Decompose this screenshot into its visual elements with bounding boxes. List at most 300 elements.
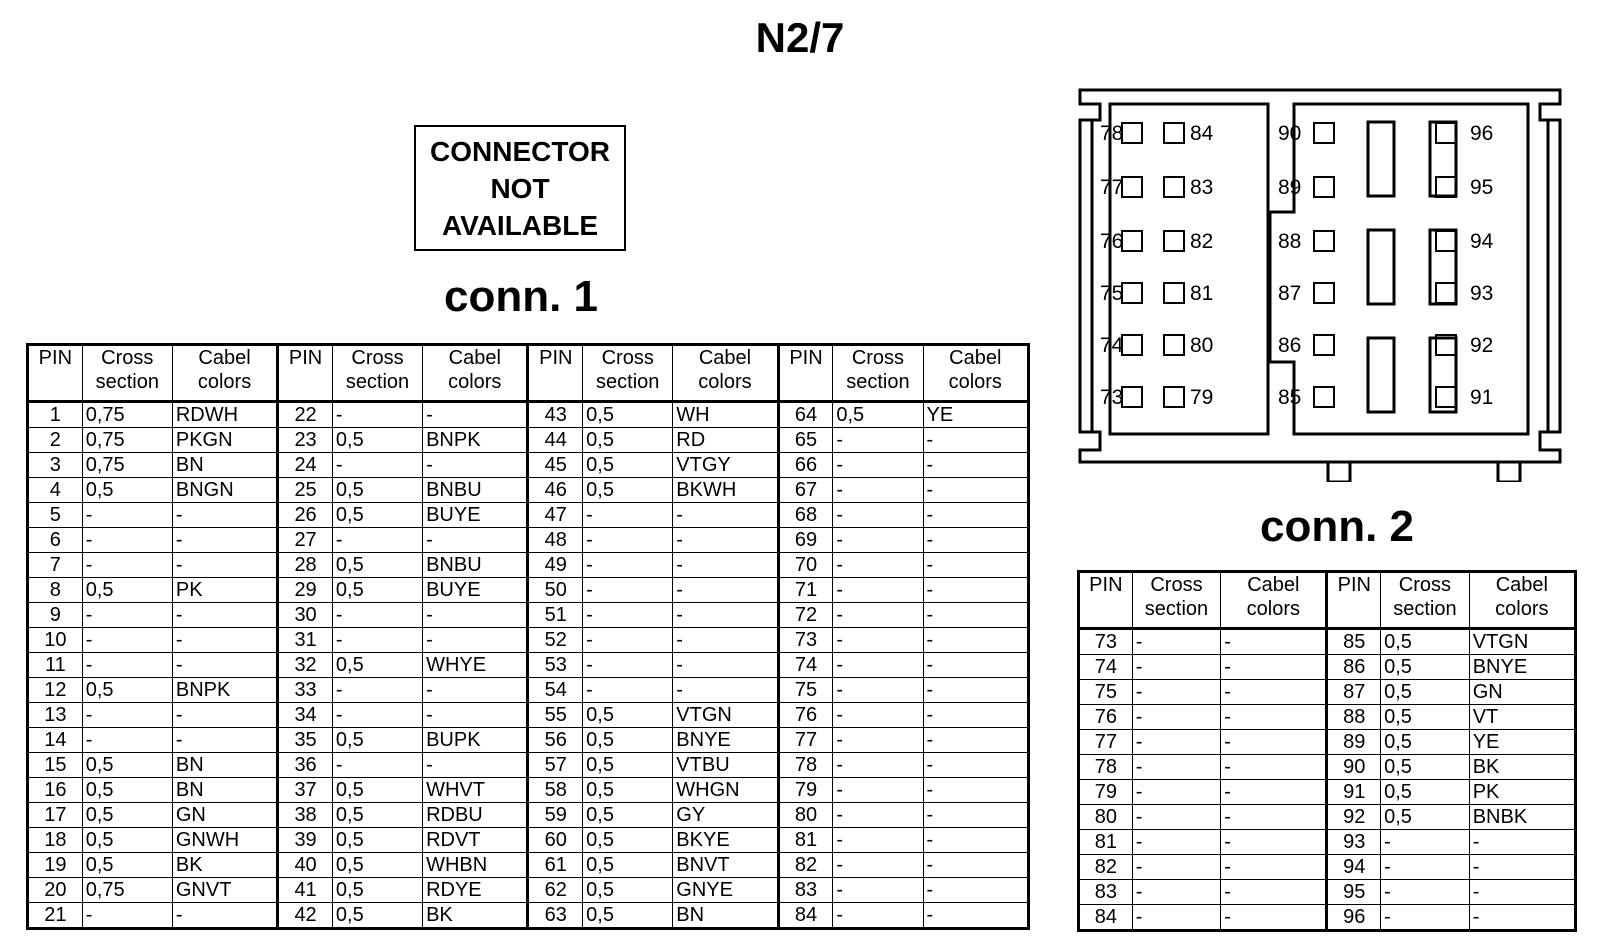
cross-section-cell: - — [1132, 730, 1221, 755]
cross-section-cell: 0,5 — [332, 878, 422, 903]
pin-cavity-square — [1164, 335, 1184, 355]
cable-color-cell: - — [923, 603, 1028, 628]
pin-cell: 47 — [528, 503, 583, 528]
pin-cell: 26 — [278, 503, 333, 528]
cable-color-cell: - — [172, 553, 277, 578]
pin-cell: 96 — [1327, 905, 1381, 931]
cable-color-cell: RD — [673, 428, 778, 453]
cross-section-cell: - — [1132, 680, 1221, 705]
pin-cell: 40 — [278, 853, 333, 878]
pin-cell: 75 — [1079, 680, 1133, 705]
pin-cell: 49 — [528, 553, 583, 578]
cross-section-cell: - — [833, 753, 923, 778]
table-header-row — [1079, 572, 1576, 629]
cable-color-cell: - — [923, 628, 1028, 653]
cross-section-cell: - — [1132, 805, 1221, 830]
header-cross-section: Cross section — [332, 345, 422, 402]
cross-section-cell: 0,5 — [332, 578, 422, 603]
na-line-1: CONNECTOR — [430, 136, 610, 167]
pin-cell: 63 — [528, 903, 583, 929]
pin-cell: 5 — [28, 503, 83, 528]
pin-cavity-square — [1122, 123, 1142, 143]
cable-color-cell: BUYE — [423, 503, 528, 528]
table-row — [28, 603, 1029, 628]
pin-cell: 4 — [28, 478, 83, 503]
pin-number-label: 92 — [1470, 334, 1494, 357]
pin-cell: 74 — [778, 653, 833, 678]
pin-number-label: 86 — [1278, 334, 1302, 357]
table-row — [1079, 830, 1576, 855]
pin-number-label: 81 — [1190, 282, 1214, 305]
cable-color-cell: BNPK — [423, 428, 528, 453]
cross-section-cell: 0,5 — [332, 853, 422, 878]
cross-section-cell: - — [833, 528, 923, 553]
cable-color-cell: BK — [423, 903, 528, 929]
cable-color-cell: - — [423, 628, 528, 653]
cross-section-cell: 0,5 — [583, 828, 673, 853]
cable-color-cell: - — [673, 553, 778, 578]
bottom-tab-right — [1498, 462, 1520, 482]
cable-color-cell: BN — [172, 753, 277, 778]
cable-color-cell: - — [923, 828, 1028, 853]
pin-cell: 68 — [778, 503, 833, 528]
cross-section-cell: - — [332, 753, 422, 778]
cross-section-cell: 0,5 — [583, 803, 673, 828]
cross-section-cell: 0,5 — [332, 478, 422, 503]
cable-color-cell: - — [1221, 780, 1327, 805]
cable-color-cell: - — [923, 653, 1028, 678]
cross-section-cell: - — [82, 553, 172, 578]
cross-section-cell: - — [833, 603, 923, 628]
pin-cavity-square — [1436, 231, 1456, 251]
cross-section-cell: 0,5 — [332, 903, 422, 929]
cable-color-cell: RDVT — [423, 828, 528, 853]
conn2-title: conn. 2 — [1260, 502, 1415, 551]
pin-cell: 55 — [528, 703, 583, 728]
cross-section-cell: - — [1132, 780, 1221, 805]
cross-section-cell: 0,5 — [583, 753, 673, 778]
cable-color-cell: YE — [923, 402, 1028, 428]
pin-cell: 48 — [528, 528, 583, 553]
cross-section-cell: - — [332, 678, 422, 703]
pin-cell: 81 — [1079, 830, 1133, 855]
header-cable-colors: Cabel colors — [673, 345, 778, 402]
header-pin: PIN — [528, 345, 583, 402]
cable-color-cell: - — [172, 503, 277, 528]
pin-number-label: 75 — [1100, 282, 1124, 305]
cross-section-cell: 0,5 — [82, 803, 172, 828]
pin-cell: 20 — [28, 878, 83, 903]
cable-color-cell: WHBN — [423, 853, 528, 878]
cable-color-cell: PK — [1469, 780, 1575, 805]
cable-color-cell: - — [423, 528, 528, 553]
cable-color-cell: - — [673, 603, 778, 628]
pin-cell: 45 — [528, 453, 583, 478]
table-row — [1079, 780, 1576, 805]
pin-cell: 2 — [28, 428, 83, 453]
table-row — [1079, 755, 1576, 780]
pin-cell: 72 — [778, 603, 833, 628]
pin-number-label: 88 — [1278, 230, 1302, 253]
pin-cell: 89 — [1327, 730, 1381, 755]
pin-cell: 58 — [528, 778, 583, 803]
header-cross-section: Cross section — [583, 345, 673, 402]
pin-cell: 79 — [778, 778, 833, 803]
pin-cell: 3 — [28, 453, 83, 478]
cable-color-cell: RDWH — [172, 402, 277, 428]
table-row — [28, 703, 1029, 728]
pin-cell: 77 — [778, 728, 833, 753]
pin-cell: 94 — [1327, 855, 1381, 880]
cable-color-cell: - — [172, 653, 277, 678]
cable-color-cell: - — [923, 753, 1028, 778]
cross-section-cell: 0,5 — [1381, 629, 1470, 655]
table-header-row — [28, 345, 1029, 402]
cross-section-cell: 0,5 — [82, 828, 172, 853]
cable-color-cell: - — [1221, 705, 1327, 730]
cable-color-cell: BN — [172, 778, 277, 803]
cable-color-cell: VTGN — [1469, 629, 1575, 655]
pin-cell: 82 — [778, 853, 833, 878]
header-cross-section: Cross section — [1381, 572, 1470, 629]
cable-color-cell: BNPK — [172, 678, 277, 703]
cross-section-cell: 0,75 — [82, 428, 172, 453]
pin-number-label: 90 — [1278, 122, 1302, 145]
pin-cell: 70 — [778, 553, 833, 578]
cross-section-cell: - — [833, 453, 923, 478]
pin-cell: 38 — [278, 803, 333, 828]
cable-color-cell: BNBU — [423, 478, 528, 503]
cable-color-cell: GNVT — [172, 878, 277, 903]
cable-color-cell: - — [923, 878, 1028, 903]
pin-cell: 46 — [528, 478, 583, 503]
table-row — [28, 678, 1029, 703]
header-pin: PIN — [778, 345, 833, 402]
table-row — [28, 402, 1029, 428]
table-row — [28, 553, 1029, 578]
cable-color-cell: GNWH — [172, 828, 277, 853]
pin-number-label: 87 — [1278, 282, 1302, 305]
header-cable-colors: Cabel colors — [1221, 572, 1327, 629]
cross-section-cell: - — [833, 778, 923, 803]
pin-cavity-square — [1164, 387, 1184, 407]
cable-color-cell: - — [172, 728, 277, 753]
pin-cell: 22 — [278, 402, 333, 428]
cable-color-cell: - — [673, 653, 778, 678]
pin-cell: 16 — [28, 778, 83, 803]
cable-color-cell: - — [923, 428, 1028, 453]
pin-cavity-square — [1122, 387, 1142, 407]
cross-section-cell: 0,5 — [1381, 655, 1470, 680]
cable-color-cell: - — [923, 903, 1028, 929]
cross-section-cell: 0,5 — [1381, 780, 1470, 805]
cross-section-cell: 0,5 — [332, 803, 422, 828]
pin-cell: 74 — [1079, 655, 1133, 680]
cross-section-cell: - — [583, 603, 673, 628]
pin-cell: 7 — [28, 553, 83, 578]
cable-color-cell: BNGN — [172, 478, 277, 503]
cable-color-cell: - — [1469, 855, 1575, 880]
table-row — [28, 803, 1029, 828]
cross-section-cell: - — [583, 578, 673, 603]
cross-section-cell: 0,5 — [82, 578, 172, 603]
header-pin: PIN — [28, 345, 83, 402]
table-row — [1079, 680, 1576, 705]
pin-cavity-square — [1436, 283, 1456, 303]
cross-section-cell: - — [1132, 629, 1221, 655]
cable-color-cell: VT — [1469, 705, 1575, 730]
pin-number-label: 85 — [1278, 386, 1302, 409]
pin-cavity-square — [1122, 177, 1142, 197]
cable-color-cell: - — [1221, 680, 1327, 705]
cross-section-cell: 0,5 — [332, 728, 422, 753]
cable-color-cell: VTGY — [673, 453, 778, 478]
cross-section-cell: - — [1132, 830, 1221, 855]
cross-section-cell: - — [833, 853, 923, 878]
cross-section-cell: 0,75 — [82, 453, 172, 478]
cable-color-cell: BNYE — [1469, 655, 1575, 680]
cross-section-cell: - — [332, 402, 422, 428]
connector-not-available-box — [414, 125, 626, 251]
cable-color-cell: - — [923, 803, 1028, 828]
cable-color-cell: - — [923, 703, 1028, 728]
pin-cavity-square — [1314, 283, 1334, 303]
pin-number-label: 77 — [1100, 176, 1124, 199]
pin-cell: 81 — [778, 828, 833, 853]
header-cross-section: Cross section — [82, 345, 172, 402]
cable-color-cell: - — [423, 753, 528, 778]
pin-cell: 88 — [1327, 705, 1381, 730]
cross-section-cell: 0,5 — [583, 853, 673, 878]
cable-color-cell: RDBU — [423, 803, 528, 828]
cross-section-cell: 0,5 — [583, 903, 673, 929]
cross-section-cell: - — [833, 678, 923, 703]
cross-section-cell: - — [583, 653, 673, 678]
pin-cell: 50 — [528, 578, 583, 603]
cable-color-cell: - — [1469, 880, 1575, 905]
cross-section-cell: 0,5 — [583, 703, 673, 728]
cross-section-cell: - — [1132, 705, 1221, 730]
pin-cell: 56 — [528, 728, 583, 753]
table-row — [28, 428, 1029, 453]
cross-section-cell: - — [1132, 905, 1221, 931]
cable-color-cell: PK — [172, 578, 277, 603]
cross-section-cell: 0,75 — [82, 878, 172, 903]
cable-color-cell: - — [172, 628, 277, 653]
pin-cavity-square — [1436, 387, 1456, 407]
pin-cell: 91 — [1327, 780, 1381, 805]
cable-color-cell: RDYE — [423, 878, 528, 903]
pin-cavity-square — [1314, 335, 1334, 355]
cable-color-cell: - — [673, 578, 778, 603]
cable-color-cell: GY — [673, 803, 778, 828]
cross-section-cell: 0,75 — [82, 402, 172, 428]
pin-cell: 13 — [28, 703, 83, 728]
cable-color-cell: WHYE — [423, 653, 528, 678]
pin-cell: 39 — [278, 828, 333, 853]
table-row — [28, 753, 1029, 778]
left-cavity — [1110, 104, 1268, 434]
cross-section-cell: - — [833, 653, 923, 678]
table-row — [28, 828, 1029, 853]
cross-section-cell: - — [833, 903, 923, 929]
cable-color-cell: BK — [172, 853, 277, 878]
cable-color-cell: - — [1221, 830, 1327, 855]
pin-cell: 82 — [1079, 855, 1133, 880]
pin-cell: 37 — [278, 778, 333, 803]
cable-color-cell: WHVT — [423, 778, 528, 803]
cross-section-cell: - — [833, 703, 923, 728]
pin-cell: 61 — [528, 853, 583, 878]
cross-section-cell: - — [1132, 855, 1221, 880]
page-title: N2/7 — [755, 14, 845, 61]
pin-number-label: 76 — [1100, 230, 1124, 253]
cross-section-cell: - — [1132, 655, 1221, 680]
cross-section-cell: - — [82, 703, 172, 728]
cable-color-cell: GN — [172, 803, 277, 828]
cable-color-cell: - — [172, 603, 277, 628]
cable-color-cell: GNYE — [673, 878, 778, 903]
cross-section-cell: 0,5 — [1381, 680, 1470, 705]
cross-section-cell: 0,5 — [583, 428, 673, 453]
pin-cavity-square — [1164, 123, 1184, 143]
cross-section-cell: 0,5 — [1381, 705, 1470, 730]
cross-section-cell: - — [82, 653, 172, 678]
cable-color-cell: - — [923, 453, 1028, 478]
pin-number-label: 96 — [1470, 122, 1494, 145]
pin-cell: 44 — [528, 428, 583, 453]
pin-cell: 10 — [28, 628, 83, 653]
pin-cell: 84 — [1079, 905, 1133, 931]
cable-color-cell: YE — [1469, 730, 1575, 755]
cross-section-cell: 0,5 — [583, 402, 673, 428]
pin-cell: 43 — [528, 402, 583, 428]
pin-cell: 78 — [778, 753, 833, 778]
cross-section-cell: 0,5 — [82, 678, 172, 703]
header-cable-colors: Cabel colors — [172, 345, 277, 402]
cable-color-cell: BKWH — [673, 478, 778, 503]
pin-cell: 30 — [278, 603, 333, 628]
cross-section-cell: 0,5 — [583, 478, 673, 503]
pin-cell: 17 — [28, 803, 83, 828]
cable-color-cell: BK — [1469, 755, 1575, 780]
cable-color-cell: WH — [673, 402, 778, 428]
header-cable-colors: Cabel colors — [423, 345, 528, 402]
pin-number-label: 95 — [1470, 176, 1494, 199]
table-row — [1079, 655, 1576, 680]
cable-color-cell: - — [673, 678, 778, 703]
cable-color-cell: - — [1221, 655, 1327, 680]
table-row — [28, 453, 1029, 478]
cross-section-cell: - — [82, 903, 172, 929]
pin-cell: 36 — [278, 753, 333, 778]
pin-cell: 14 — [28, 728, 83, 753]
cable-color-cell: - — [673, 528, 778, 553]
cable-color-cell: - — [673, 628, 778, 653]
cross-section-cell: 0,5 — [332, 428, 422, 453]
cross-section-cell: - — [833, 503, 923, 528]
pin-cell: 85 — [1327, 629, 1381, 655]
cross-section-cell: - — [833, 578, 923, 603]
table-row — [1079, 855, 1576, 880]
cable-color-cell: - — [423, 402, 528, 428]
pin-cell: 87 — [1327, 680, 1381, 705]
pin-cell: 62 — [528, 878, 583, 903]
cable-color-cell: - — [172, 903, 277, 929]
pin-cell: 83 — [778, 878, 833, 903]
header-cable-colors: Cabel colors — [1469, 572, 1575, 629]
cable-color-cell: BNYE — [673, 728, 778, 753]
cable-color-cell: - — [923, 853, 1028, 878]
pin-cell: 83 — [1079, 880, 1133, 905]
table-row — [28, 628, 1029, 653]
cable-color-cell: - — [1221, 730, 1327, 755]
pin-cavity-square — [1436, 123, 1456, 143]
cross-section-cell: 0,5 — [82, 853, 172, 878]
cross-section-cell: - — [583, 678, 673, 703]
cross-section-cell: 0,5 — [583, 778, 673, 803]
cable-color-cell: - — [1221, 880, 1327, 905]
conn2-pin-table — [1077, 570, 1577, 932]
pin-cell: 9 — [28, 603, 83, 628]
pin-cavity-square — [1314, 177, 1334, 197]
right-cavity — [1270, 104, 1528, 434]
pin-cell: 8 — [28, 578, 83, 603]
pin-cell: 67 — [778, 478, 833, 503]
pin-cell: 73 — [778, 628, 833, 653]
cross-section-cell: 0,5 — [583, 728, 673, 753]
cable-color-cell: - — [1221, 805, 1327, 830]
cable-color-cell: - — [673, 503, 778, 528]
left-latch — [1080, 120, 1092, 432]
pin-number-label: 94 — [1470, 230, 1494, 253]
cross-section-cell: 0,5 — [1381, 730, 1470, 755]
pin-number-label: 74 — [1100, 334, 1124, 357]
cross-section-cell: 0,5 — [332, 653, 422, 678]
pin-cell: 18 — [28, 828, 83, 853]
pin-cell: 65 — [778, 428, 833, 453]
cross-section-cell: 0,5 — [82, 478, 172, 503]
pin-cell: 1 — [28, 402, 83, 428]
cable-color-cell: - — [423, 453, 528, 478]
pin-cavity-square — [1314, 123, 1334, 143]
pin-cell: 11 — [28, 653, 83, 678]
na-line-2: NOT — [490, 173, 550, 204]
pin-cell: 23 — [278, 428, 333, 453]
cable-color-cell: PKGN — [172, 428, 277, 453]
pin-cell: 71 — [778, 578, 833, 603]
cable-color-cell: BUPK — [423, 728, 528, 753]
pin-cell: 57 — [528, 753, 583, 778]
pin-cell: 19 — [28, 853, 83, 878]
pin-cell: 76 — [778, 703, 833, 728]
table-row — [28, 653, 1029, 678]
pin-cavity-square — [1314, 387, 1334, 407]
pin-cell: 76 — [1079, 705, 1133, 730]
cable-color-cell: - — [172, 528, 277, 553]
cross-section-cell: - — [583, 628, 673, 653]
cross-section-cell: - — [583, 528, 673, 553]
bottom-tab-left — [1328, 462, 1350, 482]
header-cable-colors: Cabel colors — [923, 345, 1028, 402]
cable-color-cell: BKYE — [673, 828, 778, 853]
pin-cell: 33 — [278, 678, 333, 703]
cross-section-cell: - — [1381, 855, 1470, 880]
pin-number-label: 82 — [1190, 230, 1214, 253]
cross-section-cell: - — [833, 478, 923, 503]
cable-color-cell: BN — [172, 453, 277, 478]
pin-cell: 95 — [1327, 880, 1381, 905]
